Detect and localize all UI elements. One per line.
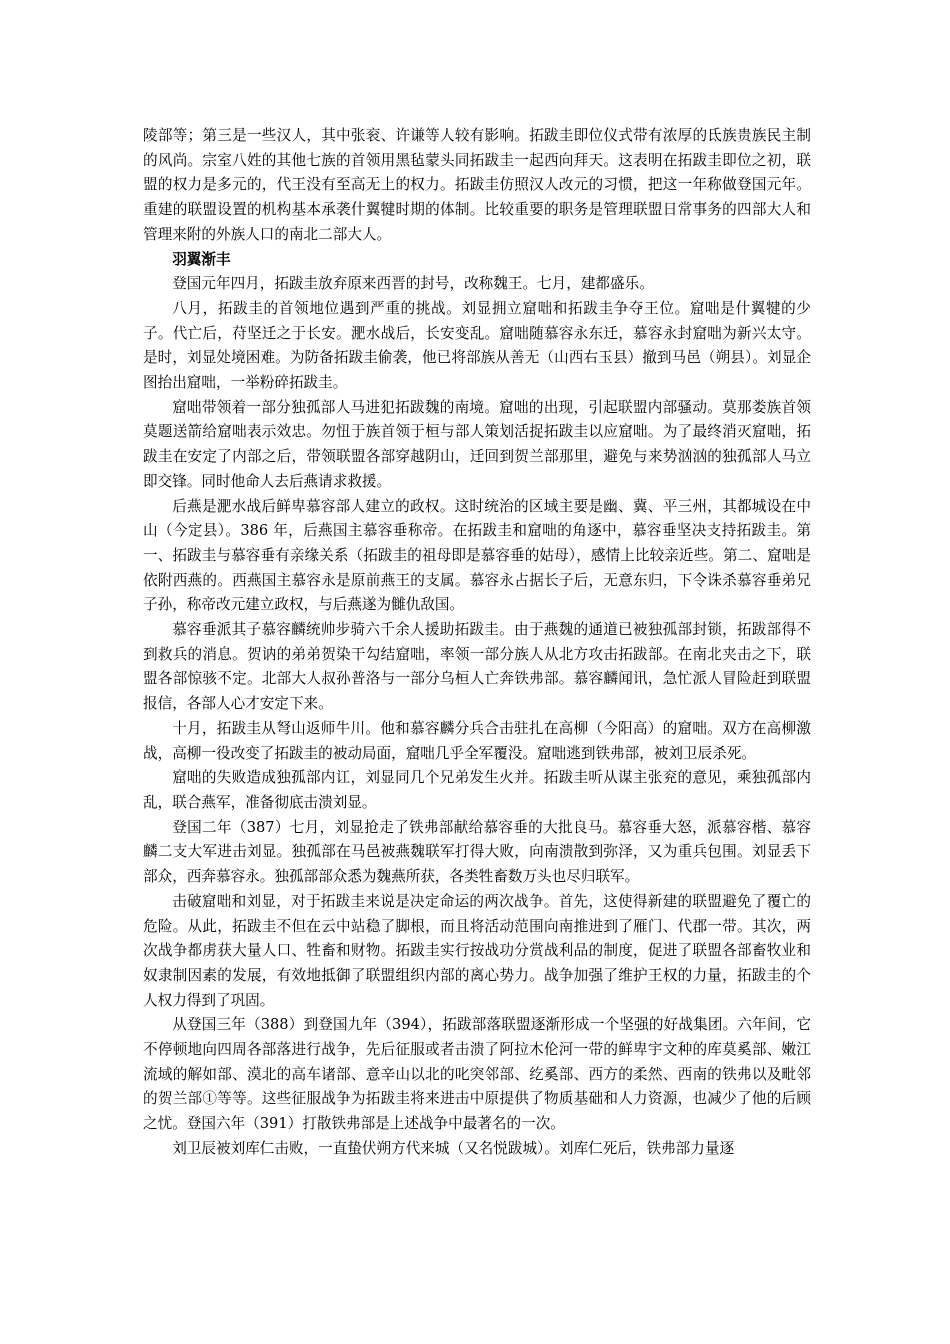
paragraph: 八月，拓跋圭的首领地位遇到严重的挑战。刘显拥立窟咄和拓跋圭争夺王位。窟咄是什翼犍的少子。代亡后，苻坚迁之于长安。淝水战后，长安变乱。窟咄随慕容永东迁，慕容永封窟咄为新兴太守。是时，刘显处境困难。为防备拓跋圭偷袭，他已将部族从善无（山西右玉县）撤到马邑（朔县）。刘显企图抬出窟咄，一举粉碎拓跋圭。 (143, 299, 811, 392)
paragraph: 慕容垂派其子慕容麟统帅步骑六千余人援助拓跋圭。由于燕魏的通道已被独孤部封锁，拓跋部得不到救兵的消息。贺讷的弟弟贺染干勾结窟咄，率领一部分族人从北方攻击拓跋部。在南北夹击之下，联盟各部惊骇不定。北部大人叔孙普洛与一部分乌桓人亡奔铁弗部。慕容麟闻讯，急忙派人冒险赶到联盟报信，各部人心才安定下来。 (143, 621, 811, 713)
paragraph: 击破窟咄和刘显，对于拓跋圭来说是决定命运的两次战争。首先，这使得新建的联盟避免了覆亡的危险。从此，拓跋圭不但在云中站稳了脚根，而且将活动范围向南推进到了雁门、代郡一带。其次，两次战争都虏获大量人口、牲畜和财物。拓跋圭实行按战功分赏战利品的制度，促进了联盟各部畜牧业和奴隶制因素的发展，有效地抵御了联盟组织内部的离心势力。战争加强了维护王权的力量，拓跋圭的个人权力得到了巩固。 (143, 892, 811, 1009)
document-page (143, 124, 811, 1162)
paragraph: 窟咄带领着一部分独孤部人马进犯拓跋魏的南境。窟咄的出现，引起联盟内部骚动。莫那娄族首领莫题送箭给窟咄表示效忠。勿忸于族首领于桓与部人策划活捉拓跋圭以应窟咄。为了最终消灭窟咄，拓跋圭在安定了内部之后，带领联盟各部穿越阴山，迁回到贺兰部那里，避免与来势汹汹的独孤部人马立即交锋。同时他命人去后燕请求救援。 (143, 398, 811, 490)
paragraph: 登国元年四月，拓跋圭放弃原来西晋的封号，改称魏王。七月，建都盛乐。 (172, 275, 654, 293)
paragraph: 刘卫辰被刘库仁击败，一直蛰伏朔方代来城（又名悦跋城）。刘库仁死后，铁弗部力量逐 (172, 1139, 735, 1157)
paragraph: 十月，拓跋圭从弩山返师牛川。他和慕容麟分兵合击驻扎在高柳（今阳高）的窟咄。双方在高柳激战，高柳一役改变了拓跋圭的被动局面，窟咄几乎全军覆没。窟咄逃到铁弗部，被刘卫辰杀死。 (143, 719, 811, 762)
paragraph: 从登国三年（388）到登国九年（394），拓跋部落联盟逐渐形成一个坚强的好战集团。六年间，它不停顿地向四周各部落进行战争，先后征服或者击溃了阿拉木伦河一带的鲜卑宇文种的库莫奚部、嫩江流域的解如部、漠北的高车诸部、意辛山以北的叱突邻部、纥奚部、西方的柔然、西南的铁弗以及毗邻的贺兰部①等等。这些征服战争为拓跋圭将来进击中原提供了物质基础和人力资源，也减少了他的后顾之忧。登国六年（391）打散铁弗部是上述战争中最著名的一次。 (143, 1016, 811, 1133)
intro-paragraph: 陵部等；第三是一些汉人，其中张衮、许谦等人较有影响。拓跋圭即位仪式带有浓厚的氐族贵族民主制的风尚。宗室八姓的其他七族的首领用黑毡蒙头同拓跋圭一起西向拜天。这表明在拓跋圭即位之初，联盟的权力是多元的，代王没有至高无上的权力。拓跋圭仿照汉人改元的习惯，把这一年称做登国元年。重建的联盟设置的机构基本承袭什翼犍时期的体制。比较重要的职务是管理联盟日常事务的四部大人和管理来附的外族人口的南北二部大人。 (143, 127, 811, 243)
paragraph: 窟咄的失败造成独孤部内讧，刘显同几个兄弟发生火并。拓跋圭听从谋主张兖的意见，乘独孤部内乱，联合燕军，准备彻底击溃刘显。 (143, 769, 811, 811)
paragraph: 登国二年（387）七月，刘显抢走了铁弗部献给慕容垂的大批良马。慕容垂大怒，派慕容楷、慕容麟二支大军进击刘显。独孤部在马邑被燕魏联军打得大败，向南溃散到弥泽，又为重兵包围。刘显丢下部众，西奔慕容永。独孤部部众悉为魏燕所获，各类牲畜数万头也尽归联军。 (143, 818, 811, 886)
paragraph: 后燕是淝水战后鲜卑慕容部人建立的政权。这时统治的区域主要是幽、冀、平三州，其都城设在中山（今定县）。386 年，后燕国主慕容垂称帝。在拓跋圭和窟咄的角逐中，慕容垂坚决支持拓跋圭。第一、拓跋圭与慕容垂有亲缘关系（拓跋圭的祖母即是慕容垂的姑母），感情上比较亲近些。第二、窟咄是依附西燕的。西燕国主慕容永是原前燕王的支属。慕容永占据长子后，无意东归，下令诛杀慕容垂弟兄子孙，称帝改元建立政权，与后燕遂为雠仇敌国。 (143, 497, 811, 614)
section-heading: 羽翼渐丰 (172, 250, 231, 268)
